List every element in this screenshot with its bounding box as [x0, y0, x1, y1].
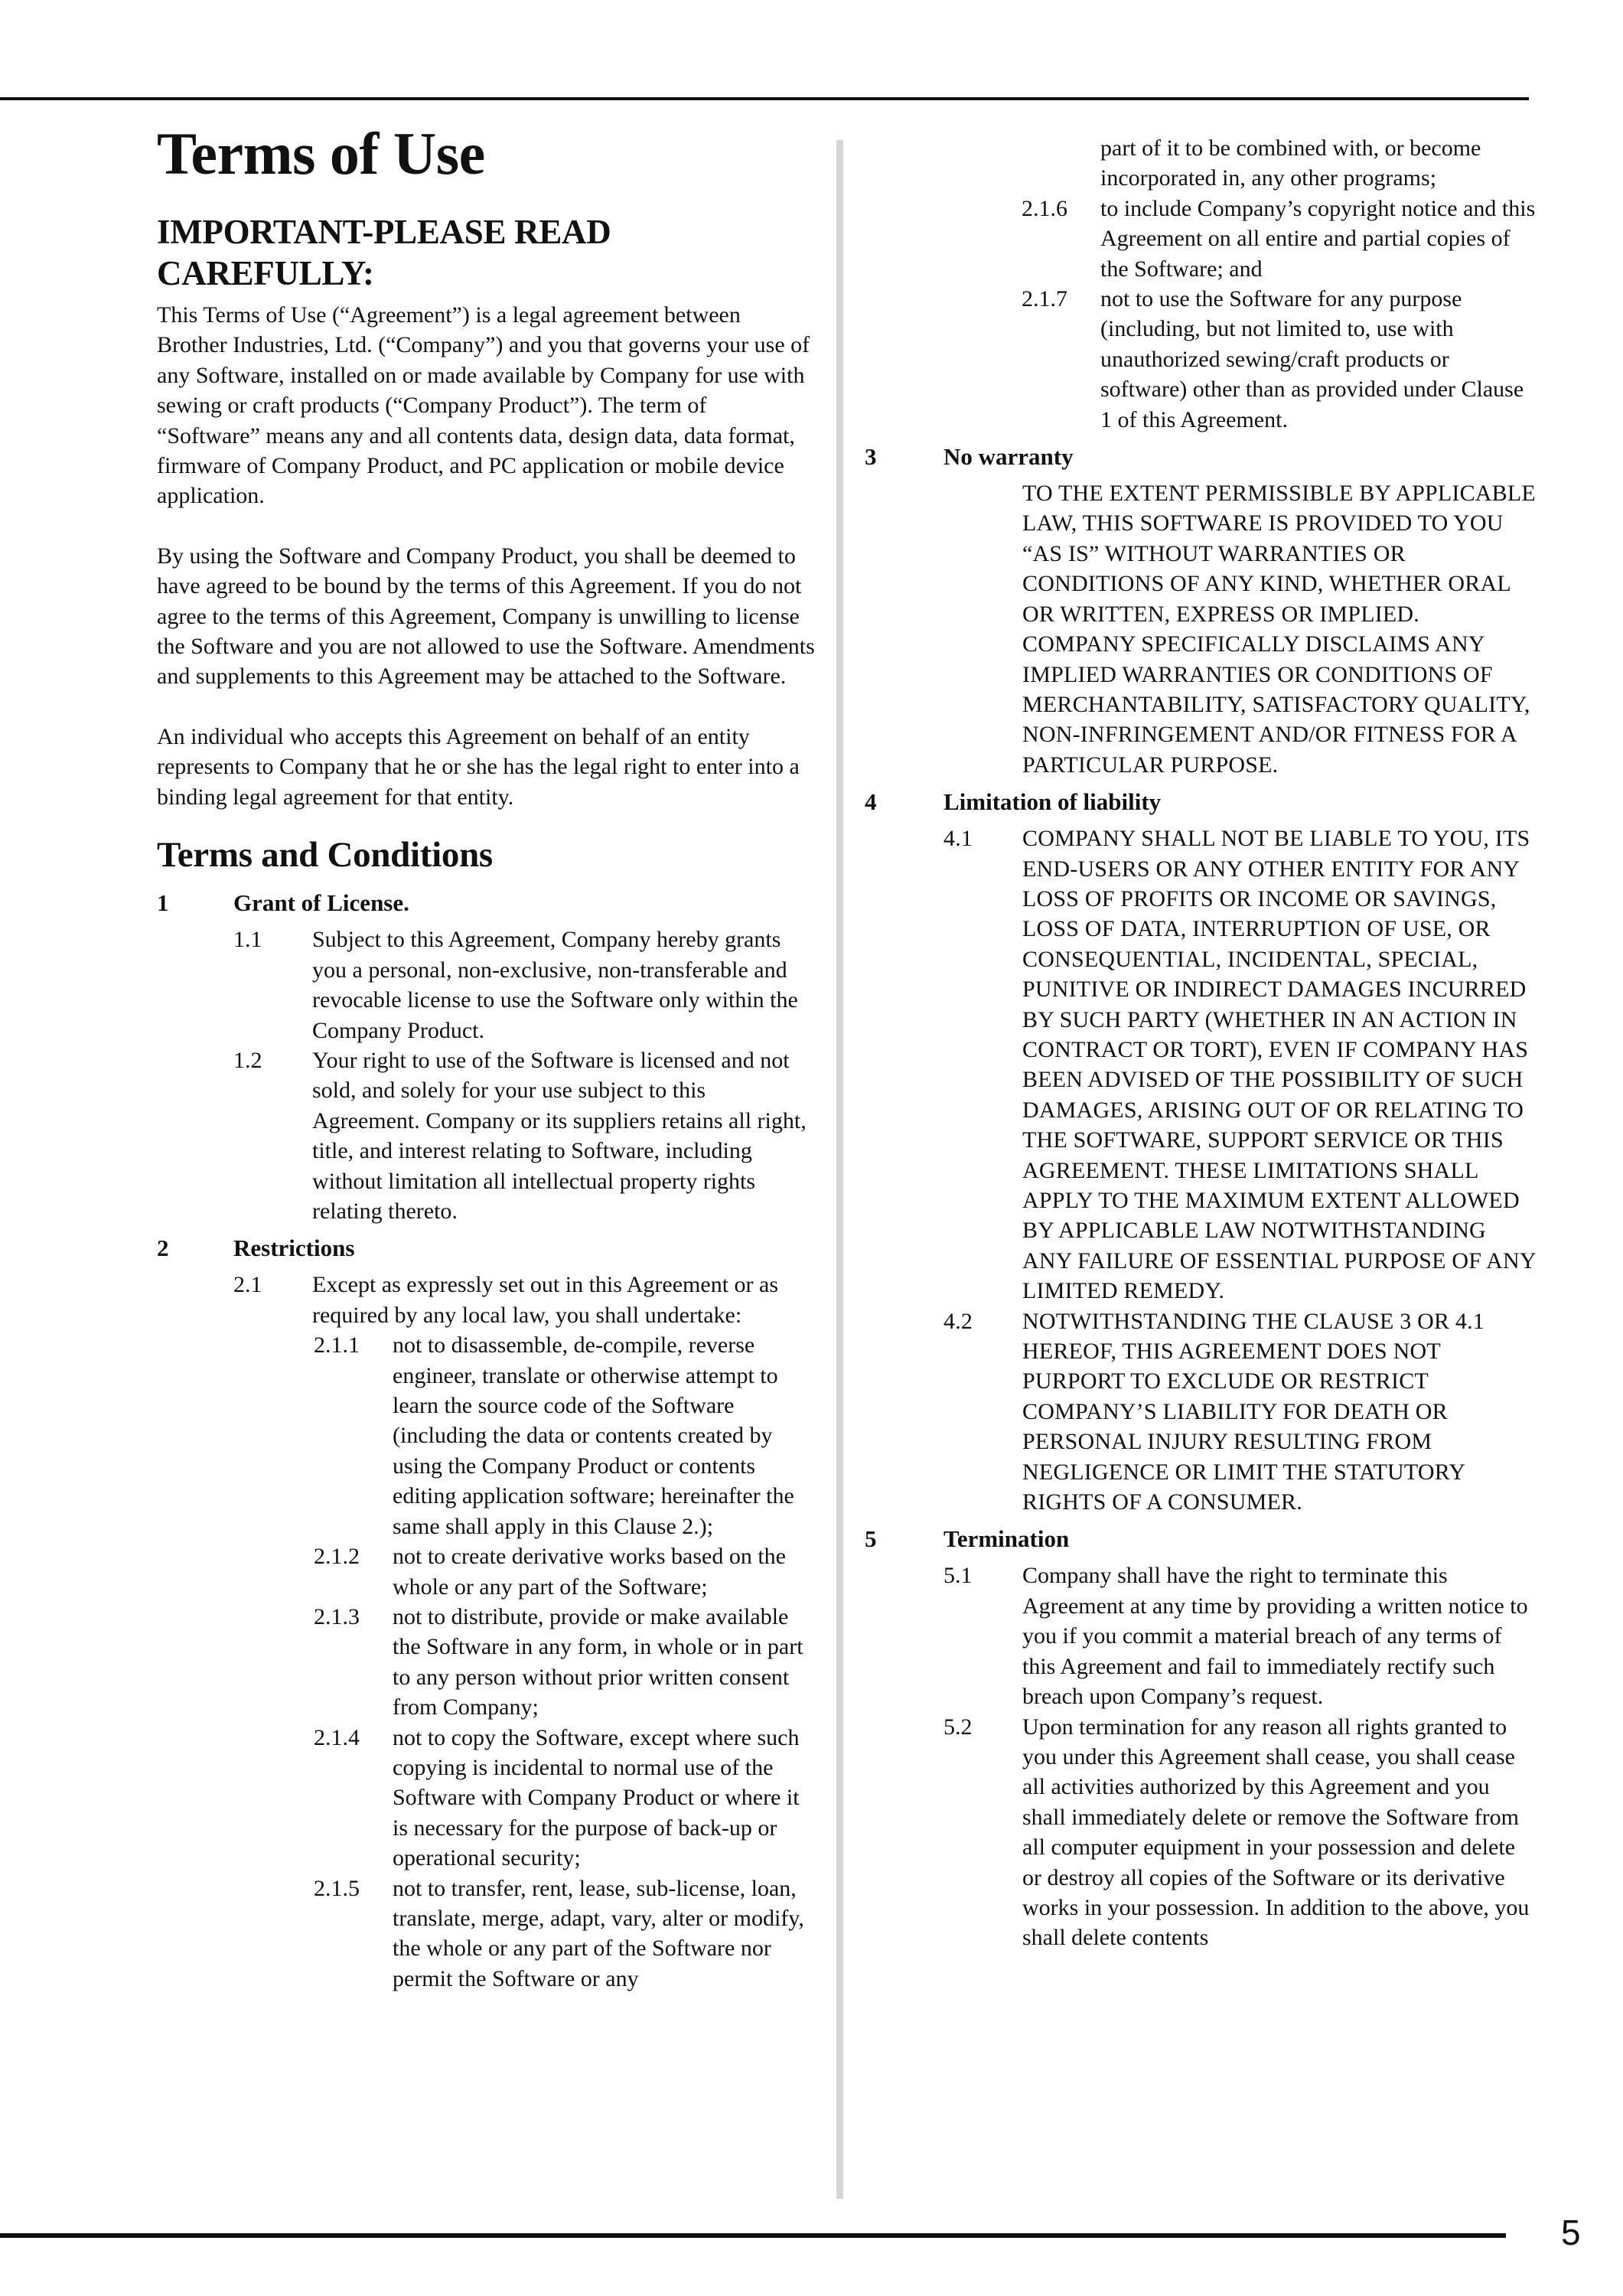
subclause-number: 2.1.1	[314, 1332, 360, 1358]
clause	[943, 1561, 1538, 1711]
clause-number: 1.1	[233, 927, 262, 953]
clause-number: 4.2	[943, 1308, 973, 1334]
subclause-number: 2.1.5	[314, 1875, 360, 1901]
subclause-continuation: part of it to be combined with, or become incorporated in, any other programs;	[1100, 135, 1481, 191]
section-title: Restrictions	[233, 1234, 355, 1262]
section-heading	[157, 887, 815, 918]
clause-number: 1.2	[233, 1048, 262, 1073]
subclause	[1022, 284, 1538, 435]
important-heading: IMPORTANT-PLEASE READ CAREFULLY:	[157, 212, 611, 292]
subclause	[314, 1330, 815, 1541]
clause	[233, 1045, 815, 1226]
clause	[943, 1306, 1538, 1518]
subclause-number: 2.1.2	[314, 1544, 360, 1570]
page-title: Terms of Use	[157, 120, 485, 187]
section-number: 1	[157, 889, 169, 917]
intro-paragraph-2: By using the Software and Company Product, you shall be deemed to have agreed to be bound by the terms of this Agreement. If you do not agree to the terms of this Agreement, Company is unwilling to license the Software and you are not allowed to use the Software. Amendments and supplements to this Agreement may be attached to the Software.	[157, 543, 815, 690]
bottom-rule	[0, 2233, 1506, 2238]
intro-paragraph-1: This Terms of Use (“Agreement”) is a legal agreement between Brother Industries, Ltd. (“Company”) and you that governs your use of any Software, installed on or made available by Company for use with sewing or craft products (“Company Product”). The term of “Software” means any and all contents data, design data, data format, firmware of Company Product, and PC application or mobile device application.	[157, 302, 810, 509]
clause-text: Your right to use of the Software is licensed and not sold, and solely for your use subject to this Agreement. Company or its suppliers retains all right, title, and interest relating to Software, including without limitation all intellectual property rights relating thereto.	[312, 1048, 807, 1225]
intro-paragraph-3: An individual who accepts this Agreement on behalf of an entity represents to Company that he or she has the legal right to enter into a binding legal agreement for that entity.	[157, 723, 800, 810]
clause-text: Subject to this Agreement, Company hereby grants you a personal, non-exclusive, non-transferable and revocable license to use the Software only within the Company Product.	[312, 927, 798, 1043]
right-column	[865, 133, 1538, 1953]
subclause-number: 2.1.6	[1022, 195, 1067, 221]
clause-text: COMPANY SHALL NOT BE LIABLE TO YOU, ITS END-USERS OR ANY OTHER ENTITY FOR ANY LOSS OF PROFITS OR INCOME OR SAVINGS, LOSS OF DATA, INTERRUPTION OF USE, OR CONSEQUENTIAL, INCIDENTAL, SPECIAL, PUNITIVE OR INDIRECT DAMAGES INCURRED BY SUCH PARTY (WHETHER IN AN ACTION IN CONTRACT OR TORT), EVEN IF COMPANY HAS BEEN ADVISED OF THE POSSIBILITY OF SUCH DAMAGES, ARISING OUT OF OR RELATING TO THE SOFTWARE, SUPPORT SERVICE OR THIS AGREEMENT. THESE LIMITATIONS SHALL APPLY TO THE MAXIMUM EXTENT ALLOWED BY APPLICABLE LAW NOTWITHSTANDING ANY FAILURE OF ESSENTIAL PURPOSE OF ANY LIMITED REMEDY.	[1022, 826, 1536, 1304]
subclause-number: 2.1.4	[314, 1724, 360, 1750]
subclause	[314, 1602, 815, 1723]
clause	[943, 823, 1538, 1306]
section-title: Limitation of liability	[943, 788, 1162, 816]
section-title: Grant of License.	[233, 889, 409, 917]
section-number: 5	[865, 1525, 877, 1553]
subclause-text: to include Company’s copyright notice and this Agreement on all entire and partial copies of the Software; and	[1100, 195, 1536, 282]
clause-text: NOTWITHSTANDING THE CLAUSE 3 OR 4.1 HEREOF, THIS AGREEMENT DOES NOT PURPORT TO EXCLUDE OR RESTRICT COMPANY’S LIABILITY FOR DEATH OR PERSONAL INJURY RESULTING FROM NEGLIGENCE OR LIMIT THE STATUTORY RIGHTS OF A CONSUMER.	[1022, 1308, 1484, 1515]
clause-text: TO THE EXTENT PERMISSIBLE BY APPLICABLE LAW, THIS SOFTWARE IS PROVIDED TO YOU “AS IS” WITHOUT WARRANTIES OR CONDITIONS OF ANY KIND, WHETHER ORAL OR WRITTEN, EXPRESS OR IMPLIED. COMPANY SPECIFICALLY DISCLAIMS ANY IMPLIED WARRANTIES OR CONDITIONS OF MERCHANTABILITY, SATISFACTORY QUALITY, NON-INFRINGEMENT AND/OR FITNESS FOR A PARTICULAR PURPOSE.	[1022, 481, 1536, 778]
subclause-text: not to disassemble, de-compile, reverse engineer, translate or otherwise attempt to learn the source code of the Software (including the data or contents created by using the Company Product or contents editing application software; hereinafter the same shall apply in this Clause 2.);	[393, 1332, 794, 1539]
subclause	[1022, 194, 1538, 284]
subclause-number: 2.1.3	[314, 1603, 360, 1629]
clause-text: Except as expressly set out in this Agreement or as required by any local law, you shall undertake:	[312, 1272, 779, 1328]
left-column	[157, 122, 815, 1994]
subclause-number: 2.1.7	[1022, 286, 1067, 312]
subclause-text: not to create derivative works based on the whole or any part of the Software;	[393, 1544, 786, 1600]
clause	[233, 925, 815, 1045]
subclause	[314, 1541, 815, 1602]
clause	[233, 1270, 815, 1330]
page-number: 5	[1561, 2213, 1581, 2252]
section-heading	[865, 1523, 1538, 1554]
subclause	[314, 1723, 815, 1874]
section-title: Termination	[943, 1525, 1070, 1553]
clause-number: 4.1	[943, 826, 973, 852]
section-heading	[157, 1232, 815, 1264]
section-title: No warranty	[943, 443, 1074, 471]
subclause-text: not to distribute, provide or make available the Software in any form, in whole or in part to any person without prior written consent from Company;	[393, 1603, 803, 1720]
subclause-text: not to use the Software for any purpose (including, but not limited to, use with unauthorized sewing/craft products or software) other than as provided under Clause 1 of this Agreement.	[1100, 286, 1524, 432]
subclause	[314, 1874, 815, 1994]
clause-text: Company shall have the right to terminate this Agreement at any time by providing a written notice to you if you commit a material breach of any terms of this Agreement and fail to immediately rectify such breach upon Company’s request.	[1022, 1563, 1528, 1710]
section-number: 4	[865, 788, 877, 816]
clause-text: Upon termination for any reason all rights granted to you under this Agreement shall cease, you shall cease all activities authorized by this Agreement and you shall immediately delete or remove the Software from all computer equipment in your possession and delete or destroy all copies of the Software or its derivative works in your possession. In addition to the above, you shall delete contents	[1022, 1714, 1530, 1951]
terms-heading: Terms and Conditions	[157, 834, 493, 875]
subclause-text: not to copy the Software, except where such copying is incidental to normal use of the Software with Company Product or where it is necessary for the purpose of back-up or operational security;	[393, 1724, 800, 1871]
section-heading	[865, 441, 1538, 472]
section-number: 2	[157, 1234, 169, 1262]
clause-number: 5.1	[943, 1563, 973, 1589]
subclause-text: not to transfer, rent, lease, sub-license, loan, translate, merge, adapt, vary, alter or modify, the whole or any part of the Software nor permit the Software or any	[393, 1875, 804, 1991]
section-number: 3	[865, 443, 877, 471]
clause-number: 5.2	[943, 1714, 973, 1740]
clause	[943, 1712, 1538, 1953]
section-heading	[865, 786, 1538, 817]
column-divider	[836, 140, 843, 2199]
clause-number: 2.1	[233, 1272, 262, 1298]
top-rule	[0, 97, 1529, 100]
